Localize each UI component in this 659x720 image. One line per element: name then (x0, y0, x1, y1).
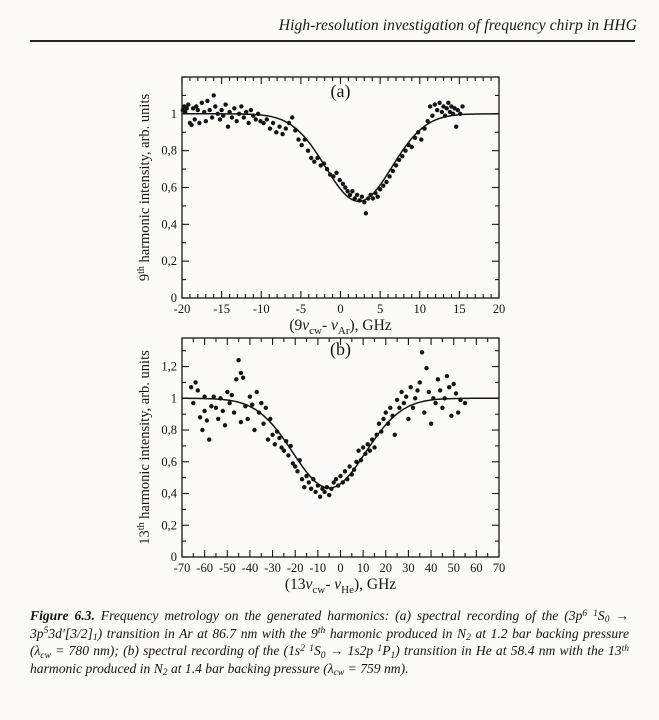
x-tick-label: -15 (213, 302, 230, 316)
y-tick-label: 0,4 (161, 486, 177, 501)
x-tick-label: 5 (377, 302, 384, 316)
panel-letter: (a) (330, 81, 351, 101)
x-tick-label: 0 (337, 302, 344, 316)
tick-labels (161, 107, 505, 316)
x-tick-label: 30 (402, 561, 415, 575)
y-tick-label: 1 (170, 391, 177, 406)
x-tick-label: -20 (173, 302, 191, 316)
y-tick-label: 0,6 (161, 454, 177, 469)
x-tick-label: 20 (379, 561, 393, 575)
y-tick-label: 0,4 (161, 217, 177, 232)
y-axis-label: 13th harmonic intensity, arb. units (136, 350, 153, 545)
scatter-series (181, 93, 465, 215)
x-tick-label: -40 (241, 561, 259, 575)
x-tick-label: 50 (447, 561, 460, 575)
x-tick-label: -30 (264, 561, 281, 575)
x-tick-label: -5 (295, 302, 307, 316)
x-tick-label: 0 (337, 561, 344, 575)
tick-labels (161, 360, 505, 575)
x-tick-label: 70 (492, 561, 506, 575)
x-tick-label: -20 (286, 561, 304, 575)
y-axis-label: 9th harmonic intensity, arb. units (136, 93, 153, 282)
scatter-series (189, 350, 467, 499)
panel-letter: (b) (330, 339, 351, 359)
x-axis-label: ($13\nu_{cw}-$ $\nu_{He}$), GHz (284, 576, 397, 596)
x-tick-label: -10 (252, 302, 270, 316)
x-tick-label: -10 (309, 561, 327, 575)
plot-frame (182, 338, 499, 557)
y-tick-label: 0,6 (161, 180, 177, 195)
y-tick-label: 1,2 (161, 359, 177, 374)
x-tick-label: -70 (173, 561, 191, 575)
caption-text: Figure 6.3. Frequency metrology on the generated harmonics: (a) spectral recording of the ($3p^6$ $^1S0 \to 3p^53d'[3/2]1$) transition in Ar at 86.7 nm with the 9th harmonic produced in N2 at 1.2 bar backing pressure (λcw = 780 nm); (b) spectral recording of the ($1s^2$ $^1$S0 → 1s2p $^1$P1) transition in He at 58.4 nm with the 13th harmonic produced in N2 at 1.4 bar backing pressure (λcw = 759 nm). (30, 608, 629, 679)
x-tick-label: 15 (453, 302, 466, 316)
running-header: High-resolution investigation of frequency chirp in HHG (278, 17, 637, 34)
figure-caption (30, 607, 629, 678)
x-axis-label: ($9\nu_{cw}-$ $\nu_{Ar}$), GHz (289, 317, 392, 337)
y-tick-label: 0 (170, 550, 177, 564)
y-tick-label: 1 (170, 106, 177, 121)
x-tick-label: -50 (218, 561, 236, 575)
panel-b (136, 338, 505, 596)
x-tick-label: 10 (356, 561, 370, 575)
x-tick-label: 20 (492, 302, 506, 316)
y-tick-label: 0 (170, 291, 177, 305)
y-tick-label: 0,8 (161, 143, 177, 158)
x-tick-label: 40 (424, 561, 438, 575)
y-tick-label: 0,8 (161, 423, 177, 438)
x-tick-label: 60 (470, 561, 483, 575)
axis-ticks (182, 338, 499, 557)
y-tick-label: 0,2 (161, 518, 177, 533)
y-tick-label: 0,2 (161, 254, 177, 269)
panel-a (136, 77, 505, 337)
x-tick-label: -60 (196, 561, 213, 575)
x-tick-label: 10 (413, 302, 426, 316)
